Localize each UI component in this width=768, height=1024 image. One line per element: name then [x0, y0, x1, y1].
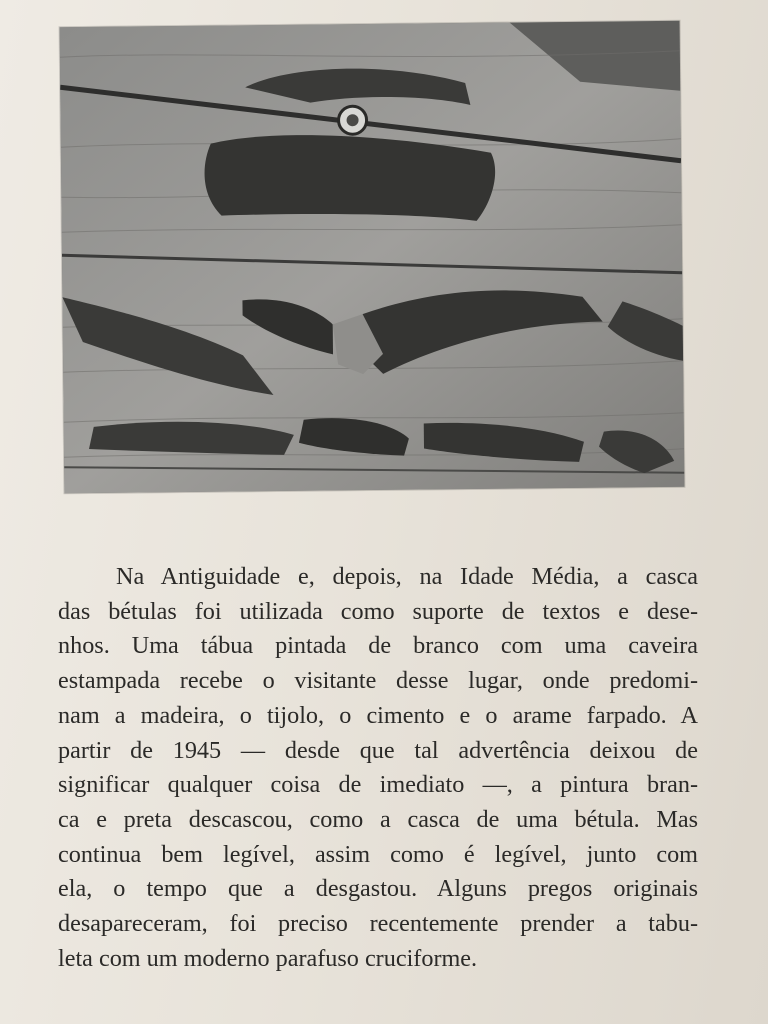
- paragraph-line: continua bem legível, assim como é legível, junto com: [58, 840, 698, 868]
- paragraph-line: das bétulas foi utilizada como suporte de textos e dese-: [58, 597, 698, 625]
- body-paragraph: [58, 560, 698, 976]
- paragraph-line: nam a madeira, o tijolo, o cimento e o arame farpado. A: [58, 701, 698, 729]
- paragraph-line: Na Antiguidade e, depois, na Idade Média, a casca: [116, 563, 698, 590]
- paragraph-line: partir de 1945 — desde que tal advertência deixou de: [58, 736, 698, 764]
- paragraph-line: leta com um moderno parafuso cruciforme.: [58, 944, 478, 972]
- paragraph-line: ca e preta descascou, como a casca de uma bétula. Mas: [58, 805, 698, 833]
- paragraph-line: ela, o tempo que a desgastou. Alguns pregos originais: [58, 875, 698, 903]
- paragraph-line: nhos. Uma tábua pintada de branco com uma caveira: [58, 632, 698, 660]
- paragraph-line: estampada recebe o visitante desse lugar, onde predomi-: [58, 667, 698, 695]
- photo-skull-board: [60, 21, 685, 493]
- paragraph-line: significar qualquer coisa de imediato —, a pintura bran-: [58, 771, 698, 799]
- paragraph-line: desapareceram, foi preciso recentemente prender a tabu-: [58, 910, 698, 938]
- skull-and-crossbones-icon: [60, 21, 685, 493]
